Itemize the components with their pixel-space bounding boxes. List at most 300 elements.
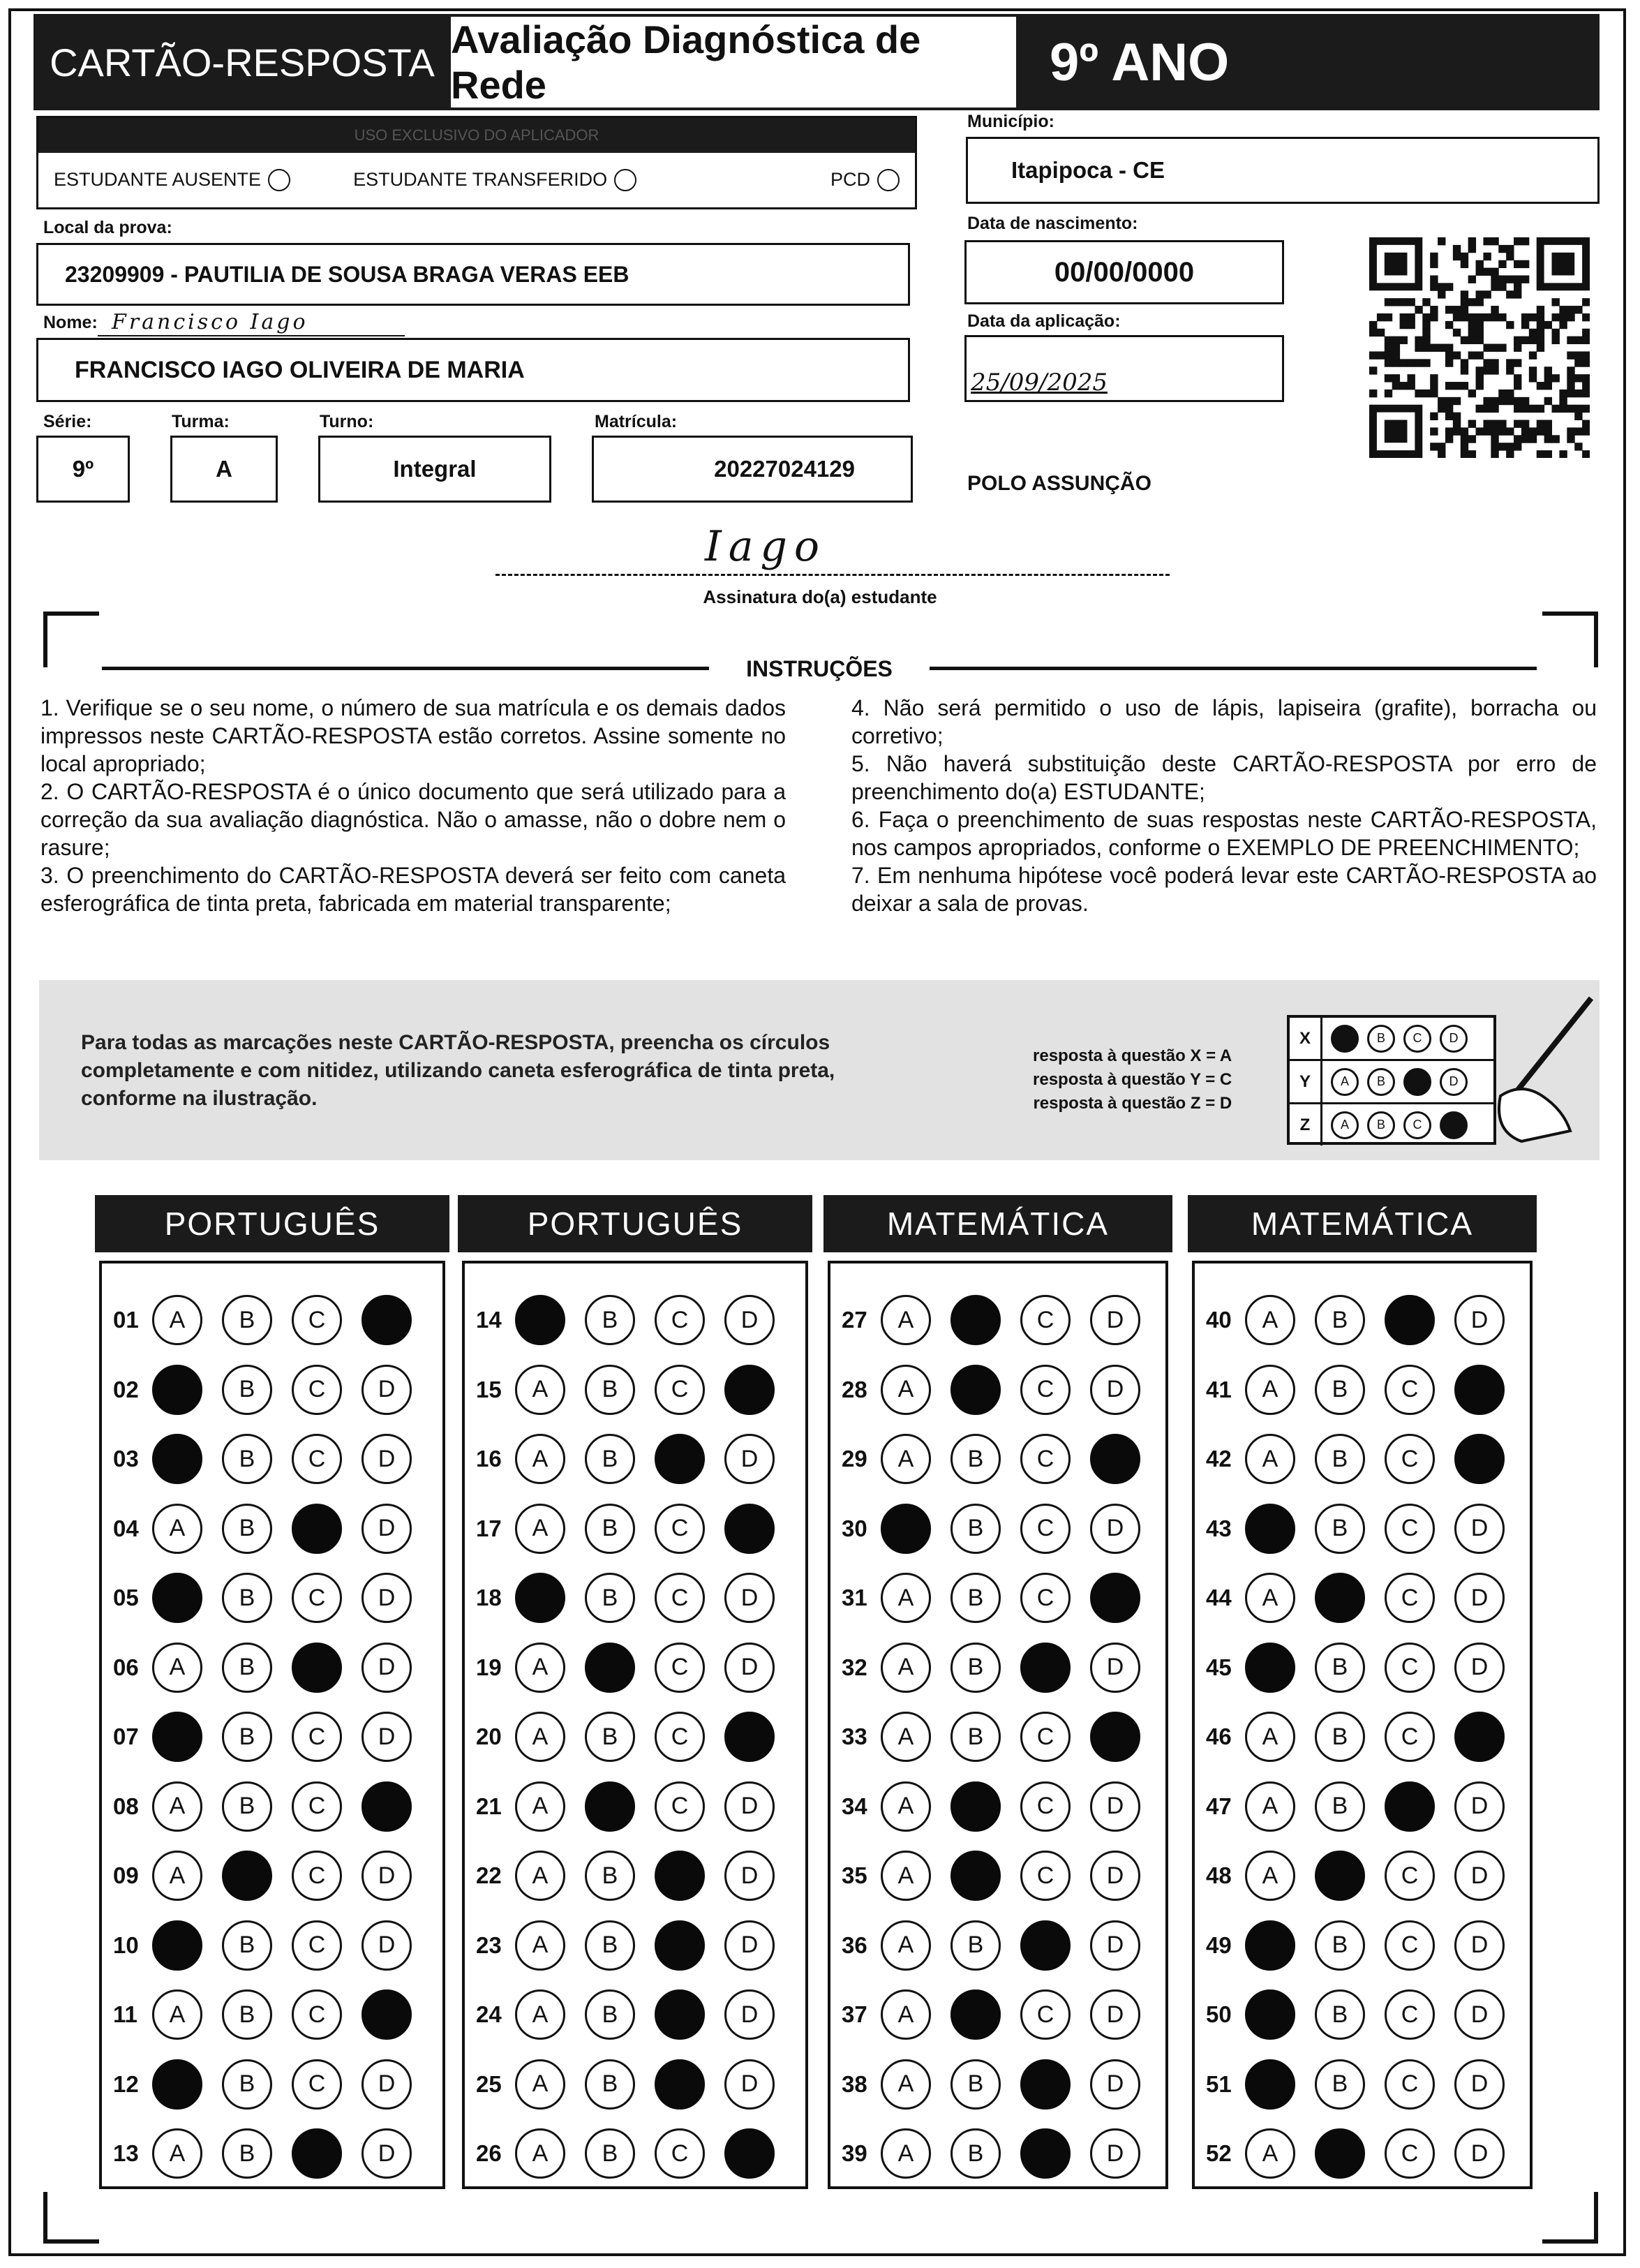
bubble-a[interactable] (881, 1504, 931, 1554)
bubble-c[interactable]: C (655, 1781, 705, 1832)
bubble-d[interactable]: D (1090, 1781, 1140, 1832)
bubble-c[interactable]: C (292, 1712, 342, 1762)
bubble-d[interactable] (724, 1365, 775, 1415)
question-number: 11 (113, 2001, 137, 2027)
bubble-d[interactable]: D (361, 2128, 412, 2179)
bubble-a[interactable]: A (881, 1295, 931, 1345)
bubble-d[interactable]: D (361, 1712, 412, 1762)
instruction-5: 5. Não haverá substituição deste CARTÃO-RESPOSTA por erro de preenchimento do(a) ESTUDANTE; (851, 751, 1597, 804)
question-number: 48 (1206, 1862, 1232, 1888)
bubble-d[interactable]: D (724, 1989, 775, 2040)
municipio-label: Município: (967, 112, 1054, 131)
bubble-c[interactable]: C (1020, 1989, 1071, 2040)
example-bubble-c: C (1403, 1111, 1431, 1139)
nascimento-field (964, 240, 1284, 304)
question-row (1206, 1705, 1524, 1768)
bubble-c[interactable]: C (655, 1295, 705, 1345)
bubble-a[interactable]: A (1245, 1295, 1295, 1345)
bubble-d[interactable]: D (1090, 1989, 1140, 2040)
bubble-b[interactable]: B (1315, 1781, 1365, 1832)
answer-column (828, 1261, 1168, 2189)
instruction-6: 6. Faça o preenchimento de suas respostas neste CARTÃO-RESPOSTA, nos campos apropriados, conforme o EXEMPLO DE PREENCHIMENTO; (851, 807, 1597, 860)
bubble-c[interactable]: C (1020, 1573, 1071, 1623)
bubble-b[interactable]: B (222, 1643, 272, 1693)
bubble-d[interactable] (724, 2128, 775, 2179)
bubble-a[interactable]: A (881, 1781, 931, 1832)
bubble-d[interactable] (361, 1781, 412, 1832)
bubble-b[interactable]: B (222, 1504, 272, 1554)
bubble-b[interactable]: B (222, 1989, 272, 2040)
bubble-c[interactable] (655, 1851, 705, 1901)
bubble-b[interactable]: B (585, 1851, 635, 1901)
bubble-a[interactable] (1245, 1920, 1295, 1971)
bubble-c[interactable]: C (292, 1573, 342, 1623)
bubble-c[interactable] (1020, 2059, 1071, 2110)
bubble-a[interactable] (152, 1365, 202, 1415)
question-row (476, 1636, 794, 1699)
bubble-b[interactable] (1315, 2128, 1365, 2179)
bubble-d[interactable]: D (1090, 1643, 1140, 1693)
question-number: 45 (1206, 1654, 1232, 1680)
answer-column (462, 1261, 808, 2189)
bubble-b[interactable]: B (1315, 1989, 1365, 2040)
bubble-a[interactable]: A (881, 2059, 931, 2110)
bubble-a[interactable]: A (1245, 1851, 1295, 1901)
bubble-d[interactable]: D (1090, 2059, 1140, 2110)
bubble-a[interactable]: A (881, 1573, 931, 1623)
bubble-b[interactable]: B (585, 1989, 635, 2040)
bubble-d[interactable]: D (361, 1851, 412, 1901)
bubble-c[interactable]: C (292, 1365, 342, 1415)
bubble-b[interactable] (222, 1851, 272, 1901)
question-row (476, 2053, 794, 2116)
bubble-c[interactable]: C (292, 1295, 342, 1345)
instruction-2: 2. O CARTÃO-RESPOSTA é o único documento que será utilizado para a correção da sua avaliação diagnóstica. Não o amasse, não o dobre nem o rasure; (40, 779, 786, 860)
bubble-a[interactable]: A (515, 1643, 565, 1693)
local-label: Local da prova: (43, 218, 172, 237)
nome-value: FRANCISCO IAGO OLIVEIRA DE MARIA (75, 356, 525, 383)
bubble-b[interactable]: B (585, 1504, 635, 1554)
bubble-c[interactable]: C (292, 1434, 342, 1484)
question-row (842, 1983, 1160, 2046)
bubble-a[interactable]: A (515, 1920, 565, 1971)
bubble-c[interactable]: C (655, 1365, 705, 1415)
example-row-label: Z (1290, 1104, 1322, 1146)
bubble-a[interactable]: A (152, 2128, 202, 2179)
bubble-c[interactable] (655, 1989, 705, 2040)
bubble-c[interactable]: C (1020, 1434, 1071, 1484)
absent-radio[interactable] (268, 169, 290, 191)
bubble-c[interactable]: C (292, 1920, 342, 1971)
pcd-radio[interactable] (877, 169, 900, 191)
question-number: 46 (1206, 1724, 1232, 1749)
question-row (1206, 1775, 1524, 1838)
bubble-b[interactable]: B (1315, 1434, 1365, 1484)
bubble-c[interactable]: C (1385, 1434, 1435, 1484)
bubble-c[interactable]: C (1020, 1851, 1071, 1901)
instructions-title: INSTRUÇÕES (746, 656, 893, 681)
bubble-b[interactable]: B (222, 1365, 272, 1415)
bubble-a[interactable] (152, 1920, 202, 1971)
bubble-b[interactable]: B (1315, 2059, 1365, 2110)
bubble-c[interactable] (1385, 1781, 1435, 1832)
bubble-c[interactable] (1020, 2128, 1071, 2179)
bubble-c[interactable]: C (292, 1851, 342, 1901)
question-number: 13 (113, 2140, 139, 2166)
bubble-c[interactable]: C (1385, 1365, 1435, 1415)
question-row (113, 1497, 431, 1560)
question-row (842, 1289, 1160, 1351)
bubble-c[interactable]: C (655, 1712, 705, 1762)
bubble-b[interactable]: B (1315, 1365, 1365, 1415)
aplicacao-value: 25/09/2025 (971, 369, 1108, 396)
bubble-b[interactable] (1315, 1573, 1365, 1623)
bubble-c[interactable]: C (1020, 1504, 1071, 1554)
bubble-b[interactable]: B (1315, 1643, 1365, 1693)
bubble-b[interactable]: B (222, 2059, 272, 2110)
bubble-b[interactable]: B (951, 2059, 1001, 2110)
bubble-d[interactable]: D (724, 1781, 775, 1832)
turno-value: Integral (393, 456, 477, 482)
question-number: 32 (842, 1654, 867, 1680)
bubble-a[interactable] (1245, 2059, 1295, 2110)
bubble-b[interactable]: B (585, 1712, 635, 1762)
bubble-d[interactable]: D (361, 1434, 412, 1484)
bubble-d[interactable]: D (1090, 1920, 1140, 1971)
bubble-a[interactable]: A (515, 2059, 565, 2110)
bubble-d[interactable] (1090, 1712, 1140, 1762)
bubble-a[interactable]: A (881, 1365, 931, 1415)
signature-label: Assinatura do(a) estudante (703, 586, 937, 607)
bubble-d[interactable]: D (724, 1295, 775, 1345)
bubble-c[interactable]: C (1385, 1504, 1435, 1554)
bubble-c[interactable]: C (1385, 1643, 1435, 1693)
bubble-d[interactable]: D (724, 1920, 775, 1971)
nascimento-value: 00/00/0000 (1054, 256, 1195, 288)
bubble-d[interactable] (1454, 1712, 1505, 1762)
bubble-d[interactable]: D (1454, 1920, 1505, 1971)
bubble-a[interactable]: A (515, 1781, 565, 1832)
question-number: 50 (1206, 2001, 1232, 2027)
instruction-1: 1. Verifique se o seu nome, o número de sua matrícula e os demais dados impressos neste CARTÃO-RESPOSTA estão corretos. Assine somente no local apropriado; (40, 695, 786, 776)
question-row (113, 1358, 431, 1421)
bubble-d[interactable]: D (1090, 1851, 1140, 1901)
bubble-c[interactable] (1020, 1920, 1071, 1971)
bubble-b[interactable] (951, 1781, 1001, 1832)
bubble-d[interactable]: D (1090, 2128, 1140, 2179)
question-number: 08 (113, 1793, 139, 1819)
question-row (476, 1983, 794, 2046)
bubble-d[interactable]: D (361, 1504, 412, 1554)
bubble-b[interactable]: B (585, 1434, 635, 1484)
bubble-c[interactable] (655, 1434, 705, 1484)
bubble-b[interactable]: B (222, 1781, 272, 1832)
question-number: 21 (476, 1793, 502, 1819)
bubble-d[interactable] (1090, 1434, 1140, 1484)
grade-title: 9º ANO (1016, 14, 1600, 110)
bubble-d[interactable] (1090, 1573, 1140, 1623)
question-row (113, 2122, 431, 2185)
bubble-a[interactable] (1245, 1989, 1295, 2040)
serie-value: 9º (72, 456, 94, 482)
bubble-d[interactable] (1454, 1365, 1505, 1415)
question-row (1206, 1983, 1524, 2046)
bubble-c[interactable]: C (1020, 1295, 1071, 1345)
bubble-d[interactable]: D (361, 1573, 412, 1623)
turno-field (318, 436, 551, 503)
bubble-b[interactable] (951, 1989, 1001, 2040)
bubble-a[interactable]: A (515, 1851, 565, 1901)
question-row (476, 1844, 794, 1907)
bubble-a[interactable] (515, 1295, 565, 1345)
bubble-c[interactable]: C (1385, 1851, 1435, 1901)
bubble-d[interactable]: D (1454, 2128, 1505, 2179)
bubble-a[interactable]: A (515, 1712, 565, 1762)
question-row (113, 1914, 431, 1977)
bubble-c[interactable]: C (655, 2128, 705, 2179)
bubble-b[interactable]: B (585, 2128, 635, 2179)
bubble-b[interactable] (1315, 1851, 1365, 1901)
absent-option[interactable] (54, 169, 290, 192)
bubble-c[interactable]: C (292, 1989, 342, 2040)
bubble-a[interactable] (152, 1712, 202, 1762)
bubble-c[interactable]: C (1385, 1920, 1435, 1971)
bubble-b[interactable]: B (1315, 1920, 1365, 1971)
bubble-c[interactable]: C (655, 1573, 705, 1623)
bubble-a[interactable]: A (881, 2128, 931, 2179)
transferred-option[interactable] (353, 169, 636, 192)
bubble-b[interactable]: B (1315, 1504, 1365, 1554)
aplicacao-field[interactable] (964, 335, 1284, 402)
question-number: 12 (113, 2070, 139, 2097)
bubble-d[interactable]: D (1454, 1781, 1505, 1832)
question-number: 44 (1206, 1585, 1232, 1610)
bubble-d[interactable]: D (1454, 1504, 1505, 1554)
bubble-d[interactable]: D (361, 1643, 412, 1693)
bubble-c[interactable]: C (1385, 2128, 1435, 2179)
bubble-b[interactable]: B (222, 2128, 272, 2179)
bubble-a[interactable] (1245, 1504, 1295, 1554)
question-number: 03 (113, 1446, 139, 1472)
question-row (113, 1983, 431, 2046)
instr-rule-left (102, 667, 709, 670)
bubble-a[interactable]: A (152, 1781, 202, 1832)
pcd-option[interactable] (830, 169, 900, 192)
bubble-d[interactable]: D (1454, 1989, 1505, 2040)
bubble-d[interactable]: D (724, 1643, 775, 1693)
question-row (842, 1914, 1160, 1977)
bubble-d[interactable] (724, 1504, 775, 1554)
bubble-c[interactable] (292, 2128, 342, 2179)
instructions-right (851, 694, 1597, 917)
bubble-c[interactable] (655, 2059, 705, 2110)
bubble-b[interactable] (951, 1365, 1001, 1415)
bubble-c[interactable]: C (292, 2059, 342, 2110)
bubble-a[interactable] (515, 1573, 565, 1623)
bubble-c[interactable] (1020, 1643, 1071, 1693)
bubble-a[interactable]: A (152, 1989, 202, 2040)
question-row (1206, 1636, 1524, 1699)
question-number: 22 (476, 1862, 502, 1888)
bubble-b[interactable]: B (222, 1295, 272, 1345)
bubble-c[interactable]: C (1385, 1712, 1435, 1762)
bubble-b[interactable]: B (951, 2128, 1001, 2179)
bubble-a[interactable]: A (881, 1851, 931, 1901)
bubble-b[interactable]: B (951, 1712, 1001, 1762)
question-row (1206, 1497, 1524, 1560)
bubble-c[interactable]: C (655, 1504, 705, 1554)
municipio-value: Itapipoca - CE (1011, 157, 1165, 183)
bubble-d[interactable] (361, 1989, 412, 2040)
eval-title: Avaliação Diagnóstica de Rede (451, 14, 1016, 110)
question-number: 36 (842, 1932, 867, 1958)
example-bubble-d (1440, 1111, 1468, 1139)
bubble-b[interactable]: B (951, 1434, 1001, 1484)
bubble-b[interactable] (585, 1643, 635, 1693)
bubble-b[interactable]: B (585, 1573, 635, 1623)
bubble-d[interactable]: D (1454, 1295, 1505, 1345)
question-row (113, 1775, 431, 1838)
bubble-b[interactable]: B (222, 1573, 272, 1623)
bubble-a[interactable] (152, 2059, 202, 2110)
question-row (476, 1914, 794, 1977)
bubble-c[interactable] (655, 1920, 705, 1971)
question-row (113, 1636, 431, 1699)
bubble-a[interactable] (1245, 1643, 1295, 1693)
bubble-c[interactable]: C (1020, 1712, 1071, 1762)
bubble-b[interactable]: B (951, 1920, 1001, 1971)
question-number: 01 (113, 1307, 139, 1333)
bubble-d[interactable]: D (1090, 1504, 1140, 1554)
bubble-a[interactable]: A (515, 1504, 565, 1554)
bubble-a[interactable]: A (515, 1434, 565, 1484)
bubble-c[interactable] (292, 1643, 342, 1693)
bubble-d[interactable]: D (361, 2059, 412, 2110)
bubble-d[interactable]: D (724, 1573, 775, 1623)
section-title: PORTUGUÊS (458, 1195, 812, 1252)
bubble-b[interactable]: B (222, 1712, 272, 1762)
bubble-b[interactable] (951, 1295, 1001, 1345)
question-number: 43 (1206, 1515, 1232, 1541)
question-number: 17 (476, 1515, 502, 1541)
bubble-c[interactable]: C (1385, 2059, 1435, 2110)
bubble-b[interactable]: B (222, 1920, 272, 1971)
bubble-d[interactable]: D (1090, 1365, 1140, 1415)
question-number: 14 (476, 1307, 502, 1333)
example-text: Para todas as marcações neste CARTÃO-RESPOSTA, preencha os círculos completamente e com nitidez, utilizando caneta esferográfica de tinta preta, conforme na ilustração. (81, 1031, 835, 1110)
bubble-b[interactable]: B (585, 2059, 635, 2110)
example-bubble-d: D (1440, 1068, 1468, 1096)
bubble-a[interactable]: A (515, 2128, 565, 2179)
bubble-a[interactable]: A (1245, 1434, 1295, 1484)
bubble-d[interactable] (361, 1295, 412, 1345)
bubble-b[interactable]: B (585, 1295, 635, 1345)
card-title: CARTÃO-RESPOSTA (33, 14, 451, 110)
bubble-a[interactable]: A (515, 1989, 565, 2040)
bubble-a[interactable]: A (152, 1851, 202, 1901)
status-header: USO EXCLUSIVO DO APLICADOR (38, 118, 915, 153)
bubble-d[interactable]: D (724, 2059, 775, 2110)
bubble-a[interactable]: A (881, 1434, 931, 1484)
bubble-c[interactable] (1385, 1295, 1435, 1345)
bubble-a[interactable]: A (881, 1989, 931, 2040)
bubble-a[interactable]: A (881, 1643, 931, 1693)
question-number: 20 (476, 1724, 502, 1749)
bubble-d[interactable]: D (1090, 1295, 1140, 1345)
question-number: 34 (842, 1793, 867, 1819)
bubble-c[interactable]: C (1385, 1573, 1435, 1623)
matricula-field (592, 436, 913, 503)
bubble-d[interactable]: D (1454, 1643, 1505, 1693)
bubble-d[interactable]: D (724, 1851, 775, 1901)
bubble-a[interactable]: A (881, 1712, 931, 1762)
question-number: 37 (842, 2001, 867, 2027)
transferred-radio[interactable] (614, 169, 636, 191)
bubble-d[interactable]: D (1454, 1573, 1505, 1623)
bubble-b[interactable] (951, 1851, 1001, 1901)
bubble-a[interactable] (152, 1573, 202, 1623)
bubble-c[interactable]: C (655, 1643, 705, 1693)
matricula-label: Matrícula: (595, 412, 678, 431)
bubble-a[interactable]: A (1245, 1365, 1295, 1415)
bubble-d[interactable]: D (361, 1920, 412, 1971)
bubble-a[interactable]: A (881, 1920, 931, 1971)
question-row (1206, 1358, 1524, 1421)
bubble-a[interactable]: A (1245, 1781, 1295, 1832)
bubble-d[interactable] (1454, 1434, 1505, 1484)
question-row (1206, 1566, 1524, 1629)
bubble-b[interactable]: B (1315, 1295, 1365, 1345)
bubble-d[interactable]: D (1454, 1851, 1505, 1901)
bubble-b[interactable]: B (222, 1434, 272, 1484)
bubble-b[interactable]: B (951, 1643, 1001, 1693)
bubble-a[interactable]: A (1245, 2128, 1295, 2179)
nome-field (36, 338, 910, 402)
bubble-b[interactable]: B (1315, 1712, 1365, 1762)
bubble-b[interactable] (585, 1781, 635, 1832)
bubble-c[interactable] (292, 1504, 342, 1554)
bubble-c[interactable]: C (1020, 1781, 1071, 1832)
bubble-c[interactable]: C (1020, 1365, 1071, 1415)
question-row (842, 1844, 1160, 1907)
bubble-c[interactable]: C (1385, 1989, 1435, 2040)
bubble-d[interactable]: D (361, 1365, 412, 1415)
bubble-a[interactable]: A (515, 1365, 565, 1415)
bubble-a[interactable]: A (152, 1504, 202, 1554)
bubble-b[interactable]: B (585, 1920, 635, 1971)
question-number: 06 (113, 1654, 139, 1680)
bubble-d[interactable]: D (1454, 2059, 1505, 2110)
bubble-a[interactable] (152, 1434, 202, 1484)
instruction-3: 3. O preenchimento do CARTÃO-RESPOSTA deverá ser feito com caneta esferográfica de tinta preta, fabricada em material transparente; (40, 863, 786, 916)
bubble-b[interactable]: B (951, 1504, 1001, 1554)
question-row (476, 1428, 794, 1490)
bubble-b[interactable]: B (585, 1365, 635, 1415)
bubble-d[interactable]: D (724, 1434, 775, 1484)
question-row (113, 1428, 431, 1490)
bubble-a[interactable]: A (1245, 1712, 1295, 1762)
bubble-a[interactable]: A (1245, 1573, 1295, 1623)
bubble-c[interactable]: C (292, 1781, 342, 1832)
bubble-d[interactable] (724, 1712, 775, 1762)
question-number: 41 (1206, 1376, 1232, 1402)
question-row (476, 1566, 794, 1629)
bubble-b[interactable]: B (951, 1573, 1001, 1623)
question-row (1206, 1844, 1524, 1907)
bubble-a[interactable]: A (152, 1643, 202, 1693)
bubble-a[interactable]: A (152, 1295, 202, 1345)
local-field (36, 243, 910, 306)
